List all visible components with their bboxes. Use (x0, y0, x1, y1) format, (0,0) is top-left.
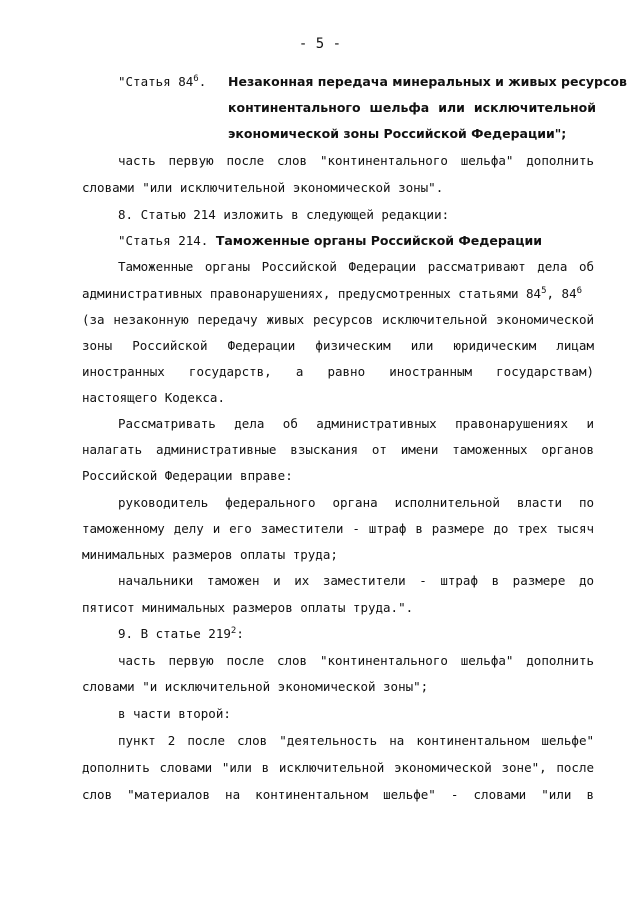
body-line: дополнить словами "или в исключительной экономической зоне", после (82, 760, 594, 775)
article-label-end: . (198, 74, 207, 89)
item-9-heading (118, 626, 630, 642)
body-line: минимальных размеров оплаты труда; (82, 547, 338, 562)
body-line: зоны Российской Федерации физическим или юридическим лицам (82, 338, 594, 353)
body-line: иностранных государств, а равно иностранным государствам) (82, 364, 594, 379)
body-line: часть первую после слов "континентального шельфа" дополнить (118, 153, 594, 168)
body-text: : (236, 626, 244, 641)
body-line: пятисот минимальных размеров оплаты труда.". (82, 600, 414, 615)
body-text: административных правонарушениях, предусмотренных статьями 84 (82, 286, 542, 301)
body-line: 8. Статью 214 изложить в следующей редакции: (118, 207, 450, 222)
page-number: - 5 - (298, 36, 342, 52)
body-line: Рассматривать дела об административных правонарушениях и (118, 416, 594, 431)
body-text: 9. В статье 219 (118, 626, 231, 641)
article-214-heading (118, 233, 630, 249)
article-84-6-title-line-1: Незаконная передача минеральных и живых ресурсов (228, 74, 627, 89)
body-line: в части второй: (118, 706, 231, 721)
article-214-label: "Статья 214. (118, 233, 216, 248)
body-line: руководитель федерального органа исполнительной власти по (118, 495, 594, 510)
body-line: Таможенные органы Российской Федерации рассматривают дела об (118, 259, 594, 274)
body-line: пункт 2 после слов "деятельность на континентальном шельфе" (118, 733, 594, 748)
body-line: словами "и исключительной экономической зоны"; (82, 679, 429, 694)
article-label-text: "Статья 84 (118, 74, 194, 89)
body-line: Российской Федерации вправе: (82, 468, 293, 483)
body-line: слов "материалов на континентальном шельфе" - словами "или в (82, 787, 594, 802)
article-84-6-label (118, 74, 206, 90)
sup-6: 6 (576, 286, 583, 296)
body-text: , 84 (546, 286, 577, 301)
body-line-with-sups (82, 286, 594, 302)
body-line: настоящего Кодекса. (82, 390, 225, 405)
article-label-sup: 6 (193, 74, 199, 84)
sup-2: 2 (230, 626, 237, 636)
body-line: налагать административные взыскания от имени таможенных органов (82, 442, 594, 457)
body-line: начальники таможен и их заместители - штраф в размере до (118, 573, 594, 588)
article-84-6-title-line-2: континентального шельфа или исключительной (228, 100, 596, 115)
body-line: часть первую после слов "континентального шельфа" дополнить (118, 653, 594, 668)
sup-5: 5 (541, 286, 547, 296)
body-line: таможенному делу и его заместители - штраф в размере до трех тысяч (82, 521, 594, 536)
article-84-6-title-line-3: экономической зоны Российской Федерации"; (228, 126, 567, 141)
article-214-title: Таможенные органы Российской Федерации (215, 233, 543, 248)
body-line: словами "или исключительной экономической зоны". (82, 180, 444, 195)
body-line: (за незаконную передачу живых ресурсов исключительной экономической (82, 312, 594, 327)
